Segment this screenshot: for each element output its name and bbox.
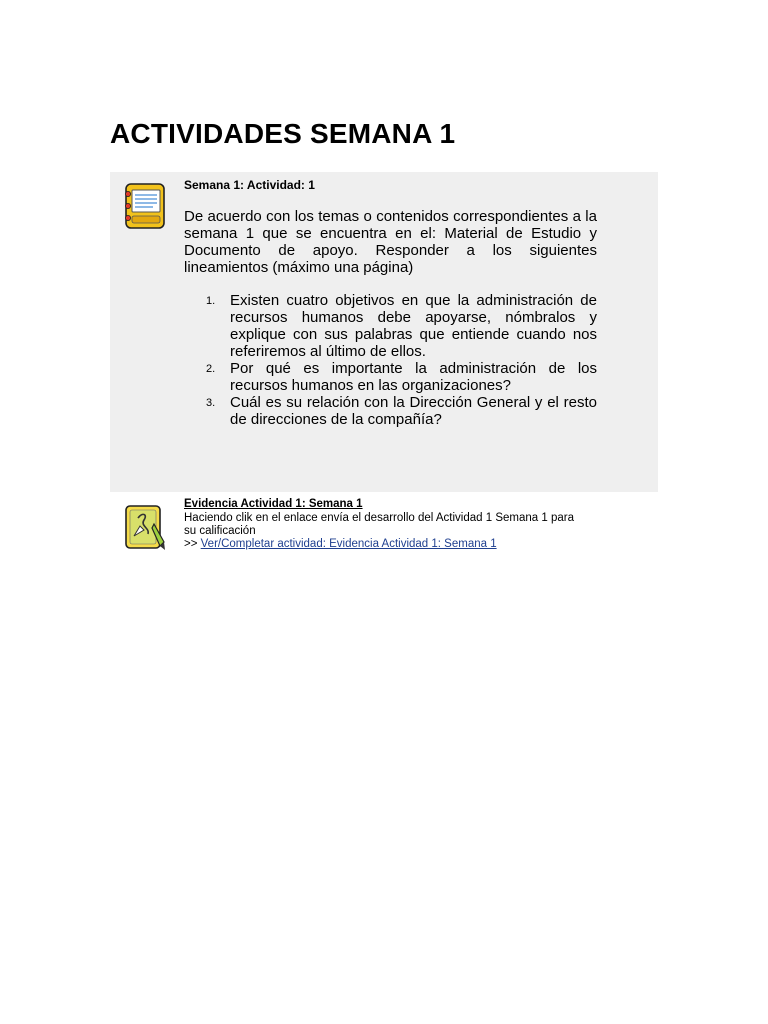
evidence-link-line [184,538,497,550]
list-item-text: Por qué es importante la administración de los recursos humanos en las organizaciones? [230,360,597,394]
activity-list [206,292,597,428]
list-item [206,360,597,394]
complete-activity-link[interactable]: Ver/Completar actividad: Evidencia Actividad 1: Semana 1 [200,538,497,550]
list-item [206,292,597,360]
evidence-section [110,496,658,556]
list-item-text: Cuál es su relación con la Dirección General y el resto de direcciones de la compañía? [230,394,597,428]
activity-heading: Semana 1: Actividad: 1 [184,178,315,192]
list-item-text: Existen cuatro objetivos en que la administración de recursos humanos debe apoyarse, nómbralos y explique con sus palabras que entiende cuando nos referiremos al último de ellos. [230,292,597,360]
list-item [206,394,597,428]
page-title: ACTIVIDADES SEMANA 1 [110,118,456,149]
list-item-number: 2. [206,363,216,375]
activity-box [110,172,658,492]
list-item-number: 1. [206,295,216,307]
list-item-number: 3. [206,397,216,409]
activity-intro: De acuerdo con los temas o contenidos correspondientes a la semana 1 que se encuentra en el: Material de Estudio y Documento de apoyo. Responder a los siguientes lineamientos (máximo una página) [184,208,597,276]
assignment-pen-icon [124,502,168,552]
link-prefix: >> [184,538,201,550]
evidence-title[interactable]: Evidencia Actividad 1: Semana 1 [184,498,363,510]
notebook-icon [124,182,166,230]
evidence-description: Haciendo clik en el enlace envía el desarrollo del Actividad 1 Semana 1 para su calificación [184,512,574,537]
